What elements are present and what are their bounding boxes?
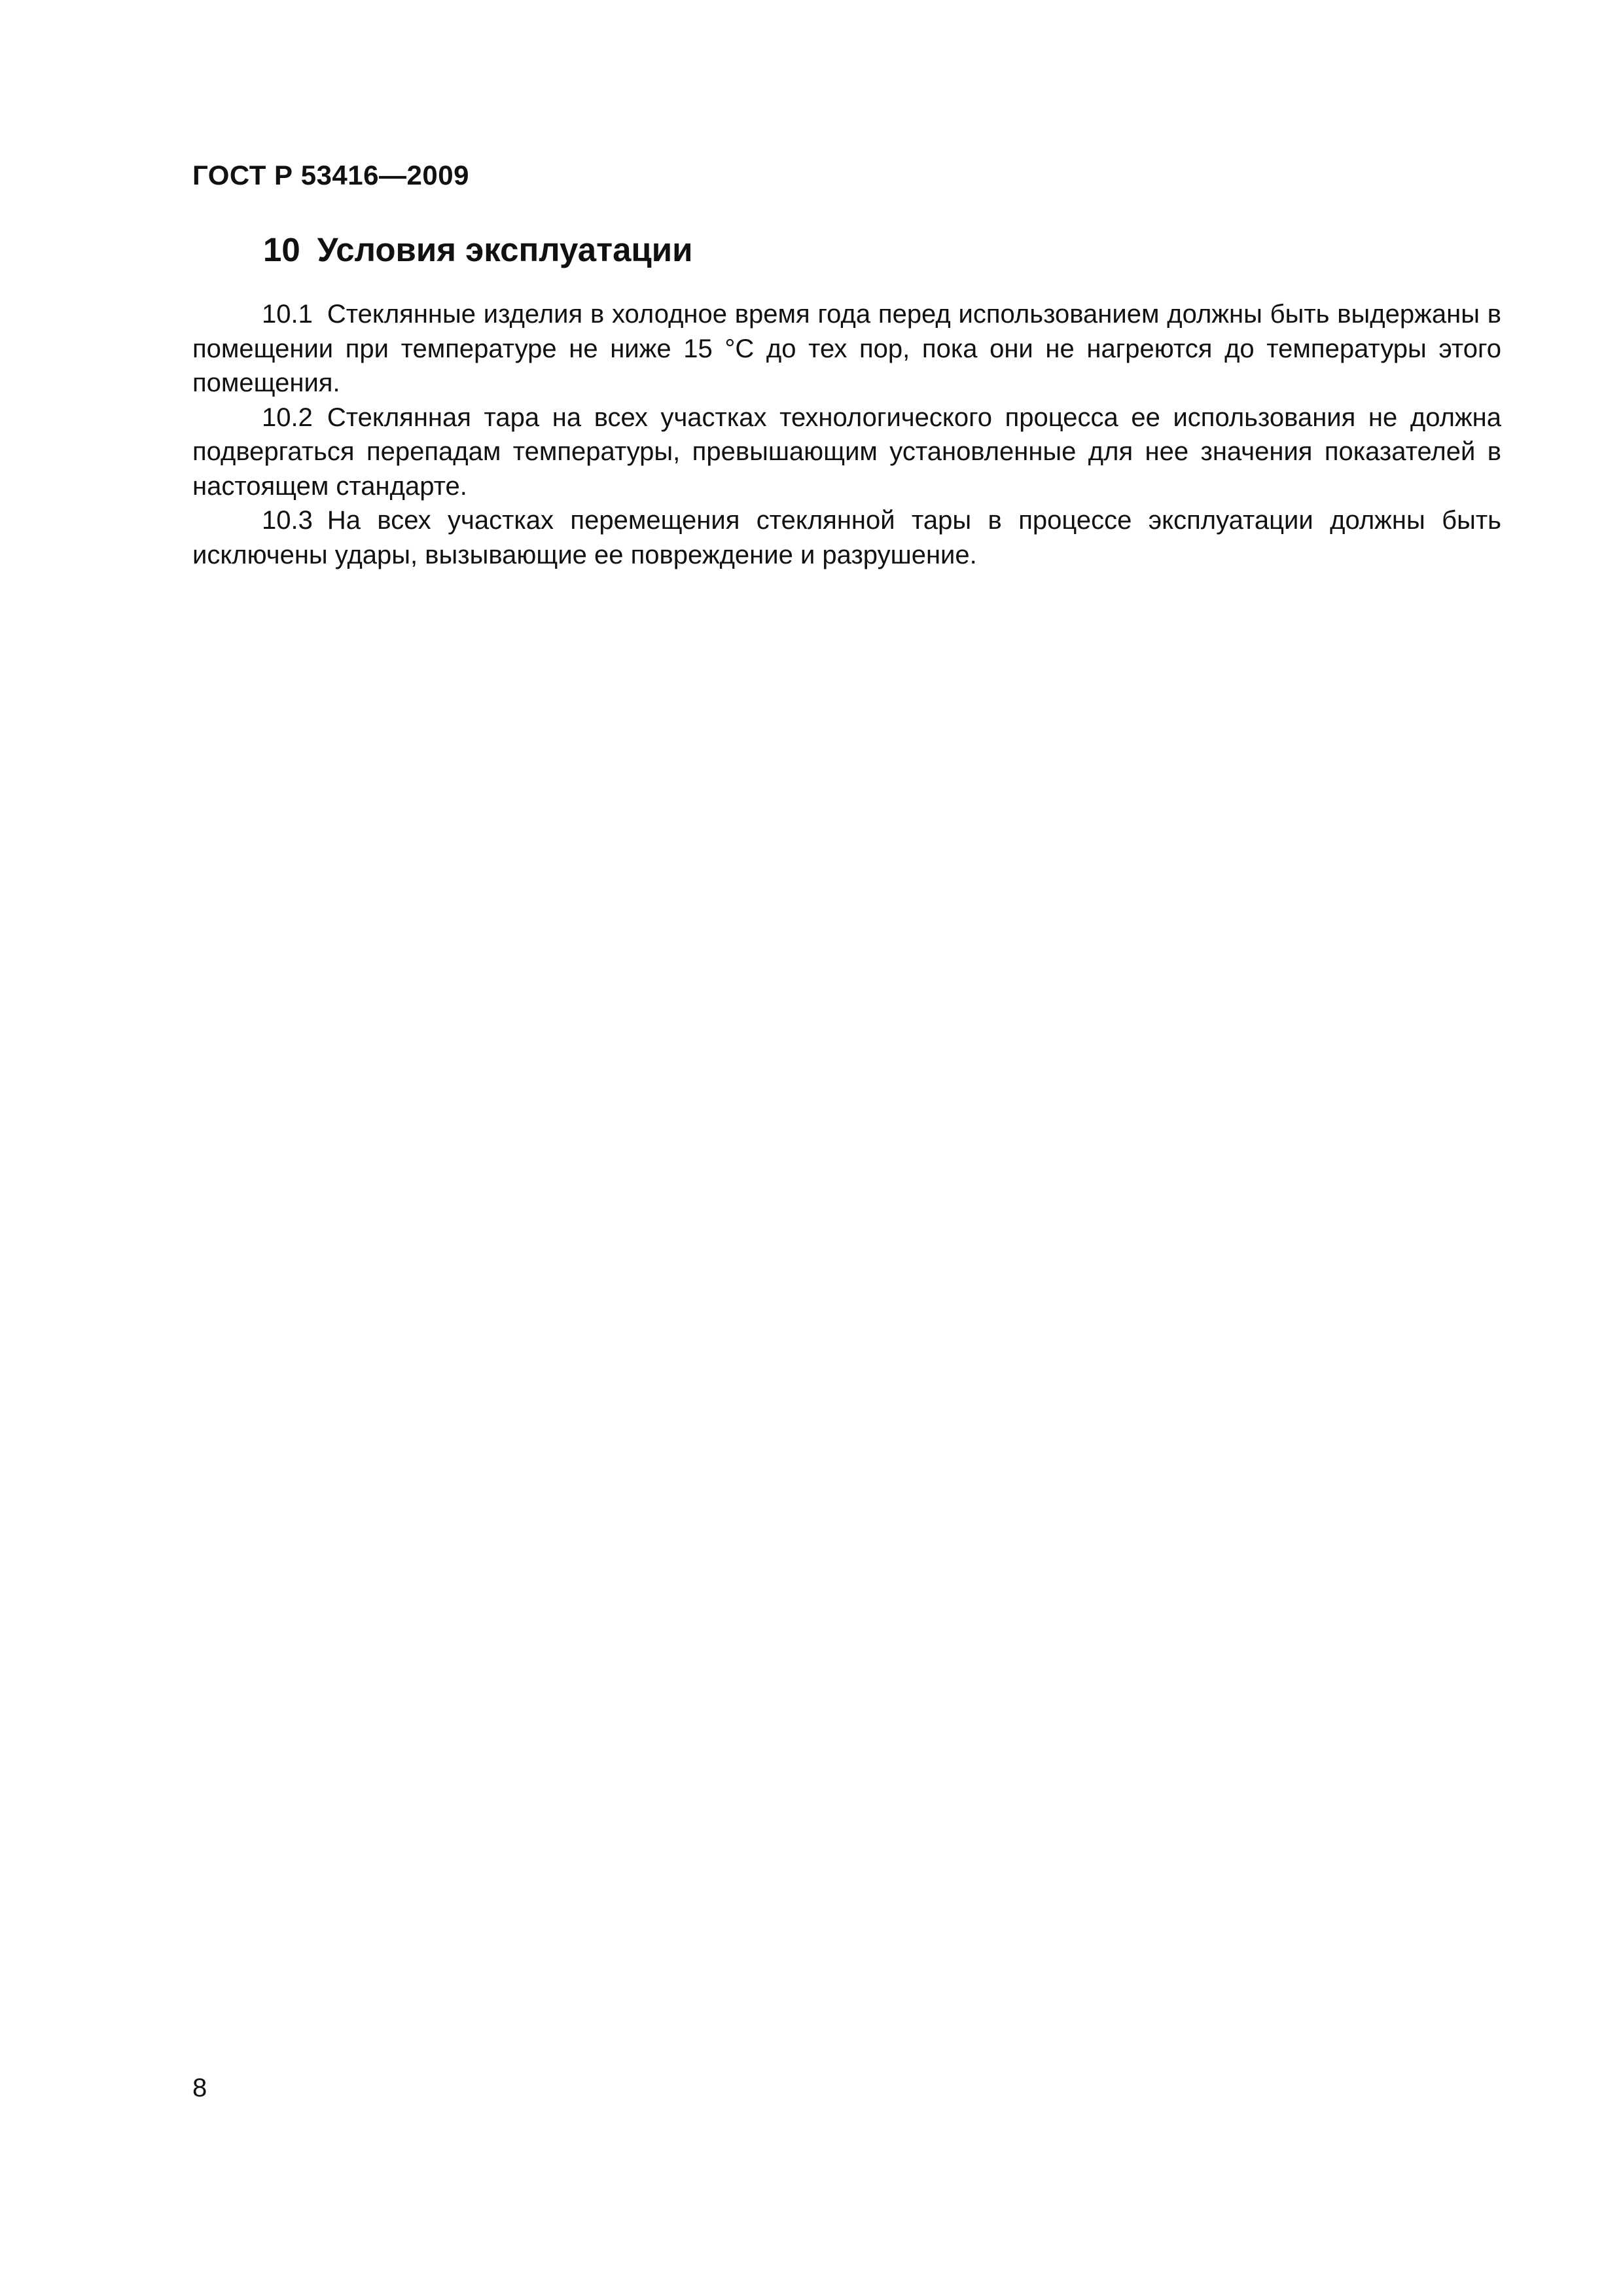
document-id: ГОСТ Р 53416—2009 [192,160,469,190]
section-number: 10 [263,231,300,268]
clause-paragraph [192,401,1501,504]
section-body [192,297,1501,572]
clause-paragraph [192,503,1501,572]
section-heading [263,230,692,269]
clause-text: Стеклянные изделия в холодное время года перед использованием должны быть выдержаны в помещении при температуре не ниже 15 °С до тех пор, пока они не нагреются до температуры этого помещения. [192,300,1501,397]
page-number: 8 [192,2073,207,2102]
section-title: Условия эксплуатации [317,231,693,268]
clause-number: 10.2 [262,403,313,432]
clause-number: 10.1 [262,300,313,329]
clause-text: На всех участках перемещения стеклянной тары в процессе эксплуатации должны быть исключены удары, вызывающие ее повреждение и разрушение. [192,506,1501,569]
clause-number: 10.3 [262,506,313,535]
clause-text: Стеклянная тара на всех участках технологического процесса ее использования не должна подвергаться перепадам температуры, превышающим установленные для нее значения показателей в настоящем стандарте. [192,403,1501,501]
clause-paragraph [192,297,1501,401]
